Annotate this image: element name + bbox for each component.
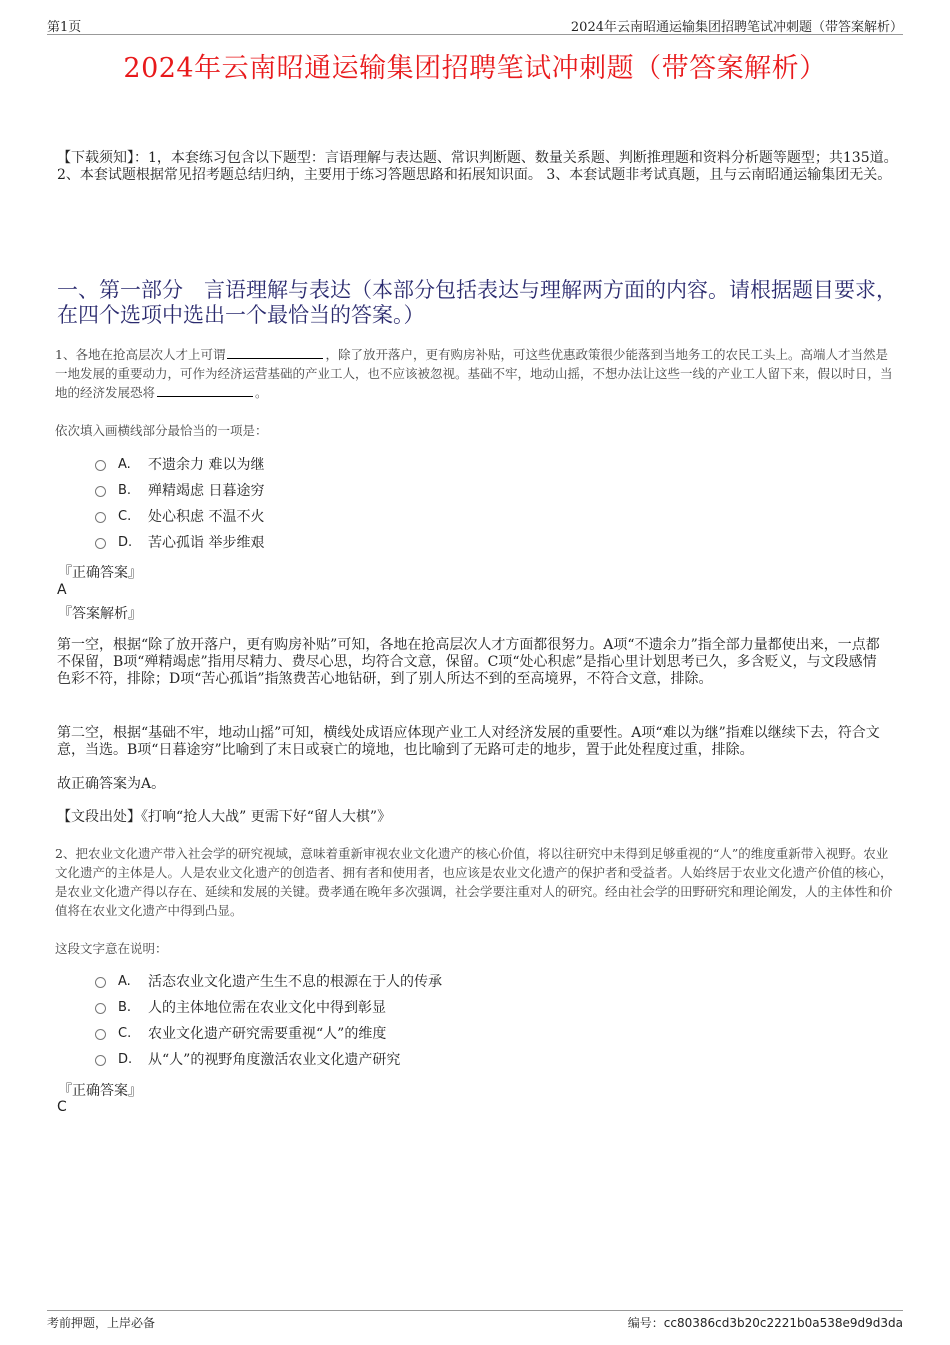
analysis-paragraph-1: 第一空，根据“除了放开落户，更有购房补贴”可知，各地在抢高层次人才方面都很努力。A项“不遗余力”指全部力量都使出来，一点都不保留，B项“殚精竭虑”指用尽精力、费尽心思，均符合文意，保留。C项“处心积虑”是指心里计划思考已久，多含贬义，与文段感情色彩不符，排除；D项“苦心孤诣”指煞费苦心地钻研，到了别人所达不到的至高境界，不符合文意，排除。 — [57, 637, 880, 687]
fill-blank-2 — [157, 395, 253, 397]
radio-icon[interactable] — [95, 486, 106, 497]
question-1-options — [95, 452, 264, 556]
question-1-prompt: 依次填入画横线部分最恰当的一项是： — [55, 423, 268, 438]
radio-icon[interactable] — [95, 460, 106, 471]
section-title: 一、第一部分 言语理解与表达（本部分包括表达与理解两方面的内容。请根据题目要求，在四个选项中选出一个最恰当的答案。） — [57, 278, 897, 327]
fill-blank-1 — [227, 357, 323, 359]
header-page-number: 第1页 — [47, 20, 82, 35]
document-id: cc80386cd3b20c2221b0a538e9d9d3da — [663, 1316, 903, 1330]
question-2-prompt: 这段文字意在说明： — [55, 941, 168, 956]
footer-slogan: 考前押题，上岸必备 — [47, 1316, 156, 1330]
answer-value: C — [57, 1099, 67, 1115]
option-c[interactable]: C. 农业文化遗产研究需要重视“人”的维度 — [95, 1021, 442, 1047]
question-1-text-part-b: ，除了放开落户，更有购房补贴，可这些优惠政策很少能落到当地务工的农民工头上。高端人才当然是一地发展的重要动力，可作为经济运营基础的产业工人，也不应该被忽视。基础不牢，地动山摇，不想办法让这些一线的产业工人留下来，假以时日，当地的经济发展恐将 — [55, 347, 893, 400]
source-citation: 【文段出处】《打响“抢人大战” 更需下好“留人大棋”》 — [57, 809, 392, 825]
answer-value: A — [57, 582, 67, 598]
question-1-text-part-a: 1、各地在抢高层次人才上可谓 — [55, 347, 226, 362]
option-b[interactable]: B. 殚精竭虑 日暮途穷 — [95, 478, 264, 504]
radio-icon[interactable] — [95, 512, 106, 523]
option-b[interactable]: B. 人的主体地位需在农业文化中得到彰显 — [95, 995, 442, 1021]
answer-label: 『正确答案』 — [58, 565, 142, 581]
question-1-text — [55, 345, 898, 402]
header-divider — [47, 34, 903, 35]
radio-icon[interactable] — [95, 1029, 106, 1040]
question-2-options — [95, 969, 442, 1073]
answer-label: 『正确答案』 — [58, 1083, 142, 1099]
option-c[interactable]: C. 处心积虑 不温不火 — [95, 504, 264, 530]
header-doc-title: 2024年云南昭通运输集团招聘笔试冲刺题（带答案解析） — [570, 20, 903, 35]
analysis-conclusion: 故正确答案为A。 — [57, 776, 166, 792]
question-1-text-part-c: 。 — [255, 385, 268, 400]
analysis-label: 『答案解析』 — [58, 606, 142, 622]
analysis-paragraph-2: 第二空，根据“基础不牢，地动山摇”可知，横线处成语应体现产业工人对经济发展的重要性。A项“难以为继”指难以继续下去，符合文意，当选。B项“日暮途穷”比喻到了末日或衰亡的境地，也比喻到了无路可走的地步，置于此处程度过重，排除。 — [57, 725, 880, 758]
radio-icon[interactable] — [95, 1003, 106, 1014]
option-d[interactable]: D. 苦心孤诣 举步维艰 — [95, 530, 264, 556]
footer-code: 编号：cc80386cd3b20c2221b0a538e9d9d3da — [627, 1316, 903, 1330]
download-notice: 【下载须知】：1，本套练习包含以下题型：言语理解与表达题、常识判断题、数量关系题、判断推理题和资料分析题等题型；共135道。 2、本套试题根据常见招考题总结归纳，主要用于练习答题思路和拓展知识面。 3、本套试题非考试真题，且与云南昭通运输集团无关。 — [57, 150, 898, 183]
question-2-text: 2、把农业文化遗产带入社会学的研究视域，意味着重新审视农业文化遗产的核心价值，将以往研究中未得到足够重视的“人”的维度重新带入视野。农业文化遗产的主体是人。人是农业文化遗产的创造者、拥有者和使用者，也应该是农业文化遗产的保护者和受益者。人始终居于农业文化遗产价值的核心，是农业文化遗产得以存在、延续和发展的关键。费孝通在晚年多次强调，社会学要注重对人的研究。经由社会学的田野研究和理论阐发，人的主体性和价值将在农业文化遗产中得到凸显。 — [55, 846, 893, 918]
radio-icon[interactable] — [95, 538, 106, 549]
option-a[interactable]: A. 不遗余力 难以为继 — [95, 452, 264, 478]
page-title: 2024年云南昭通运输集团招聘笔试冲刺题（带答案解析） — [123, 53, 827, 84]
option-d[interactable]: D. 从“人”的视野角度激活农业文化遗产研究 — [95, 1047, 442, 1073]
radio-icon[interactable] — [95, 1055, 106, 1066]
footer-divider — [47, 1310, 903, 1311]
option-a[interactable]: A. 活态农业文化遗产生生不息的根源在于人的传承 — [95, 969, 442, 995]
radio-icon[interactable] — [95, 977, 106, 988]
